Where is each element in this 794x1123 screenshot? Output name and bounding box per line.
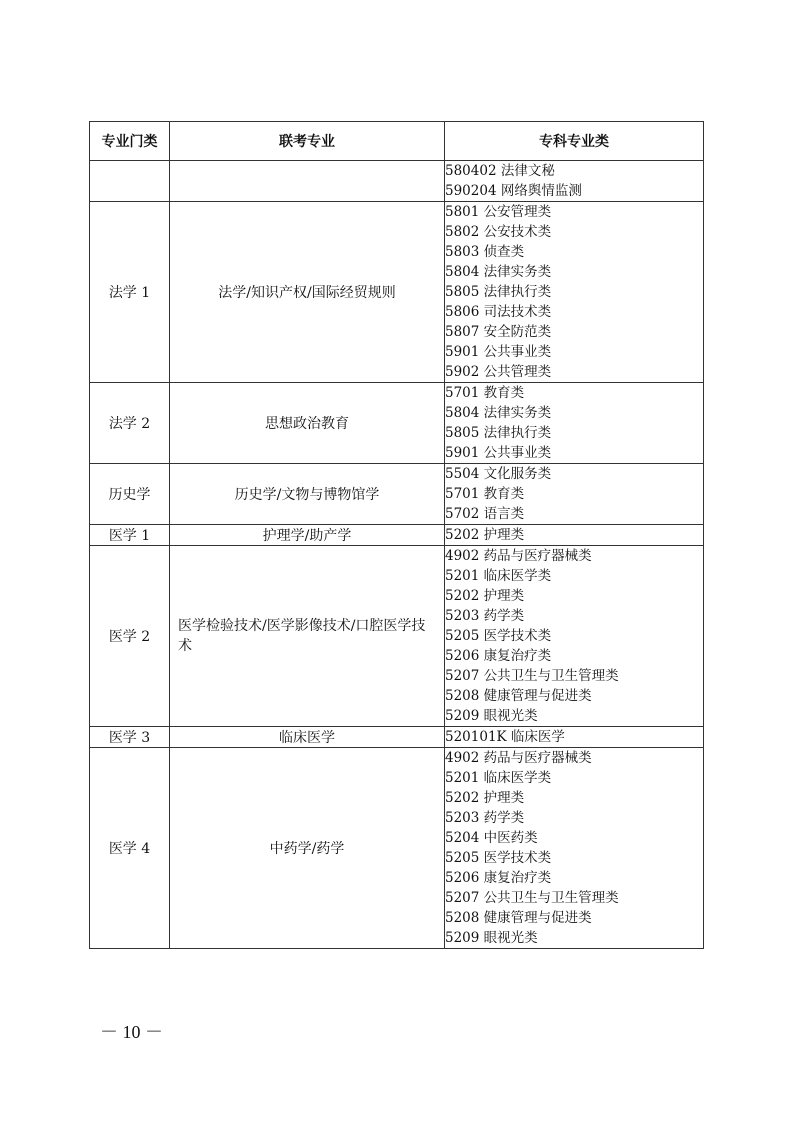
table-row xyxy=(90,546,704,727)
specialty-item: 5205 医学技术类 xyxy=(445,850,552,866)
specialty-item: 5805 法律执行类 xyxy=(445,284,552,300)
table-row xyxy=(90,525,704,546)
specialty-cell xyxy=(445,748,704,949)
specialty-item: 5209 眼视光类 xyxy=(445,708,538,724)
specialty-item: 5504 文化服务类 xyxy=(445,466,552,482)
category-cell: 法学 1 xyxy=(90,202,170,383)
table-row xyxy=(90,383,704,464)
header-specialty-class: 专科专业类 xyxy=(445,122,704,161)
joint-major-cell: 思想政治教育 xyxy=(170,383,445,464)
specialty-item: 4902 药品与医疗器械类 xyxy=(445,548,592,564)
category-cell xyxy=(90,161,170,202)
specialty-item: 5902 公共管理类 xyxy=(445,364,552,380)
specialty-item: 5208 健康管理与促进类 xyxy=(445,688,592,704)
specialty-item: 5701 教育类 xyxy=(445,385,525,401)
table-row xyxy=(90,161,704,202)
table-row xyxy=(90,727,704,748)
specialty-item: 5901 公共事业类 xyxy=(445,344,552,360)
specialty-cell xyxy=(445,727,704,748)
category-cell: 法学 2 xyxy=(90,383,170,464)
category-cell: 医学 3 xyxy=(90,727,170,748)
table-row xyxy=(90,202,704,383)
specialty-item: 5901 公共事业类 xyxy=(445,445,552,461)
header-category: 专业门类 xyxy=(90,122,170,161)
category-cell: 历史学 xyxy=(90,464,170,525)
specialty-item: 580402 法律文秘 xyxy=(445,163,555,179)
table-header-row xyxy=(90,122,704,161)
specialty-item: 5204 中医药类 xyxy=(445,830,538,846)
specialty-cell xyxy=(445,464,704,525)
specialty-item: 5207 公共卫生与卫生管理类 xyxy=(445,890,619,906)
specialty-item: 5209 眼视光类 xyxy=(445,930,538,946)
table-body xyxy=(90,161,704,949)
specialty-item: 5807 安全防范类 xyxy=(445,324,552,340)
specialty-cell xyxy=(445,525,704,546)
specialty-item: 5206 康复治疗类 xyxy=(445,870,552,886)
specialty-item: 5702 语言类 xyxy=(445,506,525,522)
specialty-item: 5804 法律实务类 xyxy=(445,264,552,280)
specialty-item: 5208 健康管理与促进类 xyxy=(445,910,592,926)
specialty-item: 5805 法律执行类 xyxy=(445,425,552,441)
category-cell: 医学 4 xyxy=(90,748,170,949)
specialty-item: 5201 临床医学类 xyxy=(445,568,552,584)
specialty-cell xyxy=(445,383,704,464)
specialty-item: 5203 药学类 xyxy=(445,608,525,624)
major-mapping-table xyxy=(89,121,704,949)
joint-major-cell: 法学/知识产权/国际经贸规则 xyxy=(170,202,445,383)
specialty-item: 5206 康复治疗类 xyxy=(445,648,552,664)
specialty-cell xyxy=(445,546,704,727)
specialty-item: 5202 护理类 xyxy=(445,790,525,806)
joint-major-cell: 医学检验技术/医学影像技术/口腔医学技术 xyxy=(170,546,445,727)
specialty-item: 5202 护理类 xyxy=(445,588,525,604)
specialty-item: 5804 法律实务类 xyxy=(445,405,552,421)
specialty-item: 4902 药品与医疗器械类 xyxy=(445,750,592,766)
table-row xyxy=(90,464,704,525)
specialty-item: 5207 公共卫生与卫生管理类 xyxy=(445,668,619,684)
joint-major-cell: 护理学/助产学 xyxy=(170,525,445,546)
specialty-item: 5801 公安管理类 xyxy=(445,204,552,220)
specialty-item: 590204 网络舆情监测 xyxy=(445,183,582,199)
category-cell: 医学 2 xyxy=(90,546,170,727)
specialty-item: 5802 公安技术类 xyxy=(445,224,552,240)
table-row xyxy=(90,748,704,949)
specialty-item: 5803 侦查类 xyxy=(445,244,525,260)
specialty-cell xyxy=(445,161,704,202)
joint-major-cell: 中药学/药学 xyxy=(170,748,445,949)
joint-major-cell: 历史学/文物与博物馆学 xyxy=(170,464,445,525)
specialty-item: 5806 司法技术类 xyxy=(445,304,552,320)
joint-major-cell xyxy=(170,161,445,202)
specialty-item: 5701 教育类 xyxy=(445,486,525,502)
category-cell: 医学 1 xyxy=(90,525,170,546)
specialty-item: 5201 临床医学类 xyxy=(445,770,552,786)
specialty-item: 520101K 临床医学 xyxy=(445,729,565,745)
specialty-item: 5202 护理类 xyxy=(445,527,525,543)
header-joint-major: 联考专业 xyxy=(170,122,445,161)
page-number: － 10 － xyxy=(100,1022,163,1042)
joint-major-cell: 临床医学 xyxy=(170,727,445,748)
specialty-item: 5203 药学类 xyxy=(445,810,525,826)
specialty-cell xyxy=(445,202,704,383)
specialty-item: 5205 医学技术类 xyxy=(445,628,552,644)
